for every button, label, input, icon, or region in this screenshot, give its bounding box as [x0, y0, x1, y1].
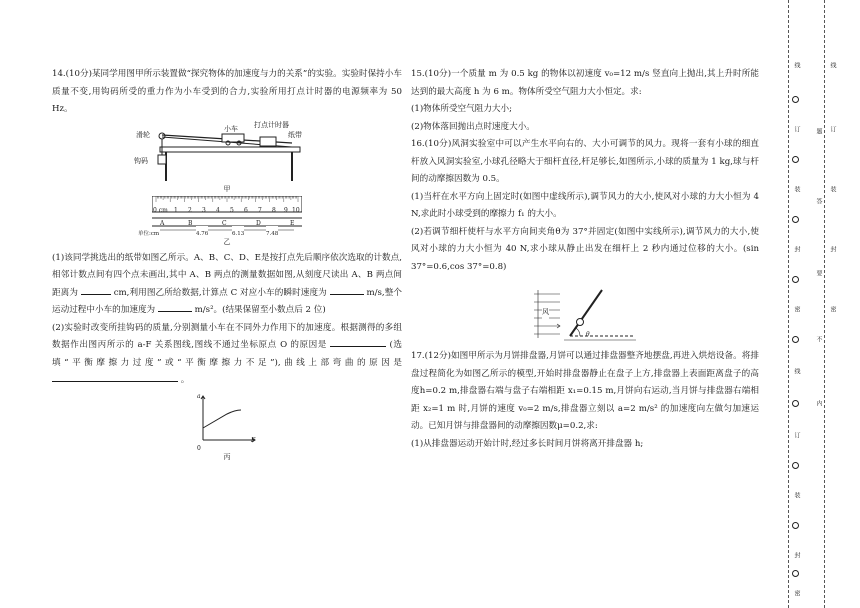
ruler-num: 4	[216, 206, 220, 214]
a-f-graph	[197, 394, 257, 450]
unit-note: 单位:cm	[138, 230, 160, 237]
ruler-num: 10	[292, 206, 300, 214]
binding-line-outer	[788, 0, 789, 608]
q15-intro: 15.(10分)一个质量 m 为 0.5 kg 的物体以初速度 v₀=12 m/s 竖直向上抛出,其上升时所能达到的最大高度 h 为 6 m。物体所受空气阻力大小恒定。求:	[411, 69, 759, 97]
q16-sub1: (1)当杆在水平方向上固定时(如图中虚线所示),调节风力的大小,使风对小球的力大小恒为 4 N,求此时小球受到的摩擦力 f₁ 的大小。	[411, 191, 759, 219]
margin-warning-char: 不	[815, 336, 822, 342]
right-column	[411, 66, 759, 453]
axis-f: F	[251, 436, 256, 444]
ruler-num: 1	[174, 206, 178, 214]
label-timer: 打点计时器	[254, 120, 289, 129]
binding-hole	[792, 276, 799, 283]
margin-char: 线	[793, 368, 800, 374]
tape-point-c: C	[222, 219, 227, 227]
margin-warning-char: 内	[815, 400, 822, 406]
q14-part1	[52, 250, 402, 320]
margin-warning-char: 答	[815, 198, 822, 204]
margin-char: 封	[793, 552, 800, 558]
q17-intro: 17.(12分)如图甲所示为月饼排盘器,月饼可以通过排盘器整齐地摆盘,再进入烘焙设备。将排盘过程简化为如图乙所示的模型,开始时排盘器静止在盘子上方,排盘器上表面距离盘子的高度h=0.2 m,排盘器右端与盘子右端相距 x₁=0.15 m,月饼向右运动,当月饼与排盘器右端相距 x₂=1 m 时,月饼的速度 v₀=2 m/s,排盘器立刻以 a=2 m/s² 的加速度向左做匀加速运动。已知月饼与排盘器间的动摩擦因数μ=0.2,求:	[411, 351, 759, 431]
origin-label: 0	[197, 444, 201, 452]
answer-blank-ab[interactable]	[81, 285, 111, 295]
ruler-num: 8	[272, 206, 276, 214]
margin-char: 装	[829, 186, 836, 192]
figure-bing	[197, 394, 257, 450]
margin-char: 订	[829, 126, 836, 132]
q14-part1-b: cm,利用图乙所给数据,计算点 C 对应小车的瞬时速度为	[113, 287, 327, 298]
tape-point-a: A	[160, 219, 165, 227]
ruler-num: 2	[188, 206, 192, 214]
binding-hole	[792, 216, 799, 223]
binding-line-inner	[824, 0, 825, 608]
q14-intro: 14.(10分)某同学用图甲所示装置做“探究物体的加速度与力的关系”的实验。实验时保持小车质量不变,用钩码所受的重力作为小车受到的合力,实验所用打点计时器的电源频率为 50 Hz。	[52, 69, 402, 114]
distance-de: 7.48	[266, 226, 278, 244]
tape-point-b: B	[188, 219, 193, 227]
margin-char: 线	[829, 62, 836, 68]
q16-intro: 16.(10分)风洞实验室中可以产生水平向右的、大小可调节的风力。现将一套有小球的细直杆放入风洞实验室,小球孔径略大于细杆直径,杆足够长,如图所示,小球的质量为 1 kg,球与杆间的动摩擦因数为 0.5。	[411, 139, 759, 184]
q14-part1-d: m/s²。(结果保留至小数点后 2 位)	[194, 305, 326, 315]
tape-point-e: E	[290, 219, 295, 227]
q17-sub1: (1)从排盘器运动开始计时,经过多长时间月饼将离开排盘器 h;	[411, 438, 644, 449]
q15-sub1: (1)物体所受空气阻力大小;	[411, 104, 513, 114]
q14-part2	[52, 320, 402, 390]
margin-char: 装	[793, 492, 800, 498]
label-cart: 小车	[224, 124, 238, 133]
ruler-num: 6	[244, 206, 248, 214]
margin-char: 订	[793, 126, 800, 132]
margin-char: 密	[829, 306, 836, 312]
figure-yi	[138, 196, 302, 237]
answer-blank-accel[interactable]	[158, 302, 192, 312]
left-column	[52, 66, 402, 462]
q15-sub2: (2)物体落回抛出点时速度大小。	[411, 121, 535, 132]
binding-hole	[792, 570, 799, 577]
q16-sub2: (2)若调节细杆使杆与水平方向间夹角θ为 37°并固定(如图中实线所示),调节风力的大小,使风对小球的力大小恒为 40 N,求小球从静止出发在细杆上 2 秒内通过位移的大小。(sin 37°=0.6,cos 37°=0.8)	[411, 226, 759, 272]
margin-char: 线	[793, 62, 800, 68]
label-slide: 滑轮	[136, 130, 150, 139]
margin-char: 密	[793, 590, 800, 596]
binding-hole	[792, 96, 799, 103]
distance-bc: 4.76	[196, 226, 208, 244]
answer-blank-reason1[interactable]	[330, 337, 386, 347]
distance-cd: 6.13	[232, 226, 244, 244]
binding-hole	[792, 336, 799, 343]
angle-label: θ	[586, 331, 590, 338]
figure-jia	[134, 120, 312, 183]
q14-part2-b: (选填“平衡摩擦力过度”或“平衡摩擦力不足”),曲线上部弯曲的原因是	[52, 340, 403, 368]
margin-char: 装	[793, 186, 800, 192]
margin-warning-char: 要	[815, 270, 822, 276]
binding-margin	[768, 0, 860, 608]
wind-tunnel-figure	[530, 284, 640, 342]
tape-point-d: D	[256, 219, 261, 227]
axis-a: a	[197, 392, 201, 400]
caption-yi: 乙	[223, 237, 231, 246]
margin-warning-char: 题	[815, 128, 822, 134]
ruler-zero-label: 0 cm	[153, 206, 168, 214]
q14-part2-a: (2)实验时改变所挂钩码的质量,分别测量小车在不同外力作用下的加速度。根据测得的多组数据作出图丙所示的 a-F 关系图线,图线不通过坐标原点 O 的原因是	[52, 322, 402, 350]
binding-hole	[792, 400, 799, 407]
margin-char: 密	[793, 306, 800, 312]
answer-blank-reason2[interactable]	[52, 372, 178, 382]
label-tape: 纸带	[288, 130, 302, 139]
label-weight: 钩码	[134, 156, 148, 165]
q14-part1-a: (1)该同学挑选出的纸带如图乙所示。A、B、C、D、E是按打点先后顺序依次选取的计数点,相邻计数点间有四个点未画出,其中 A、B 两点的测量数据如图,从刻度尺读出 A、B 两点间距离为	[52, 252, 402, 298]
margin-char: 订	[793, 432, 800, 438]
caption-jia: 甲	[223, 184, 231, 193]
ruler-num: 5	[230, 206, 234, 214]
binding-hole	[792, 522, 799, 529]
wind-label: 风	[542, 304, 549, 322]
q14-part2-c: 。	[180, 375, 190, 385]
caption-bing: 丙	[223, 452, 231, 461]
ruler-num: 9	[284, 206, 288, 214]
binding-hole	[792, 462, 799, 469]
margin-char: 封	[829, 246, 836, 252]
q14-part1-c: m/s,整个运动过程中小车的加速度为	[52, 287, 403, 315]
margin-char: 封	[793, 246, 800, 252]
binding-hole	[792, 156, 799, 163]
ruler-num: 7	[258, 206, 262, 214]
answer-blank-vc[interactable]	[330, 285, 364, 295]
ruler-num: 3	[202, 206, 206, 214]
